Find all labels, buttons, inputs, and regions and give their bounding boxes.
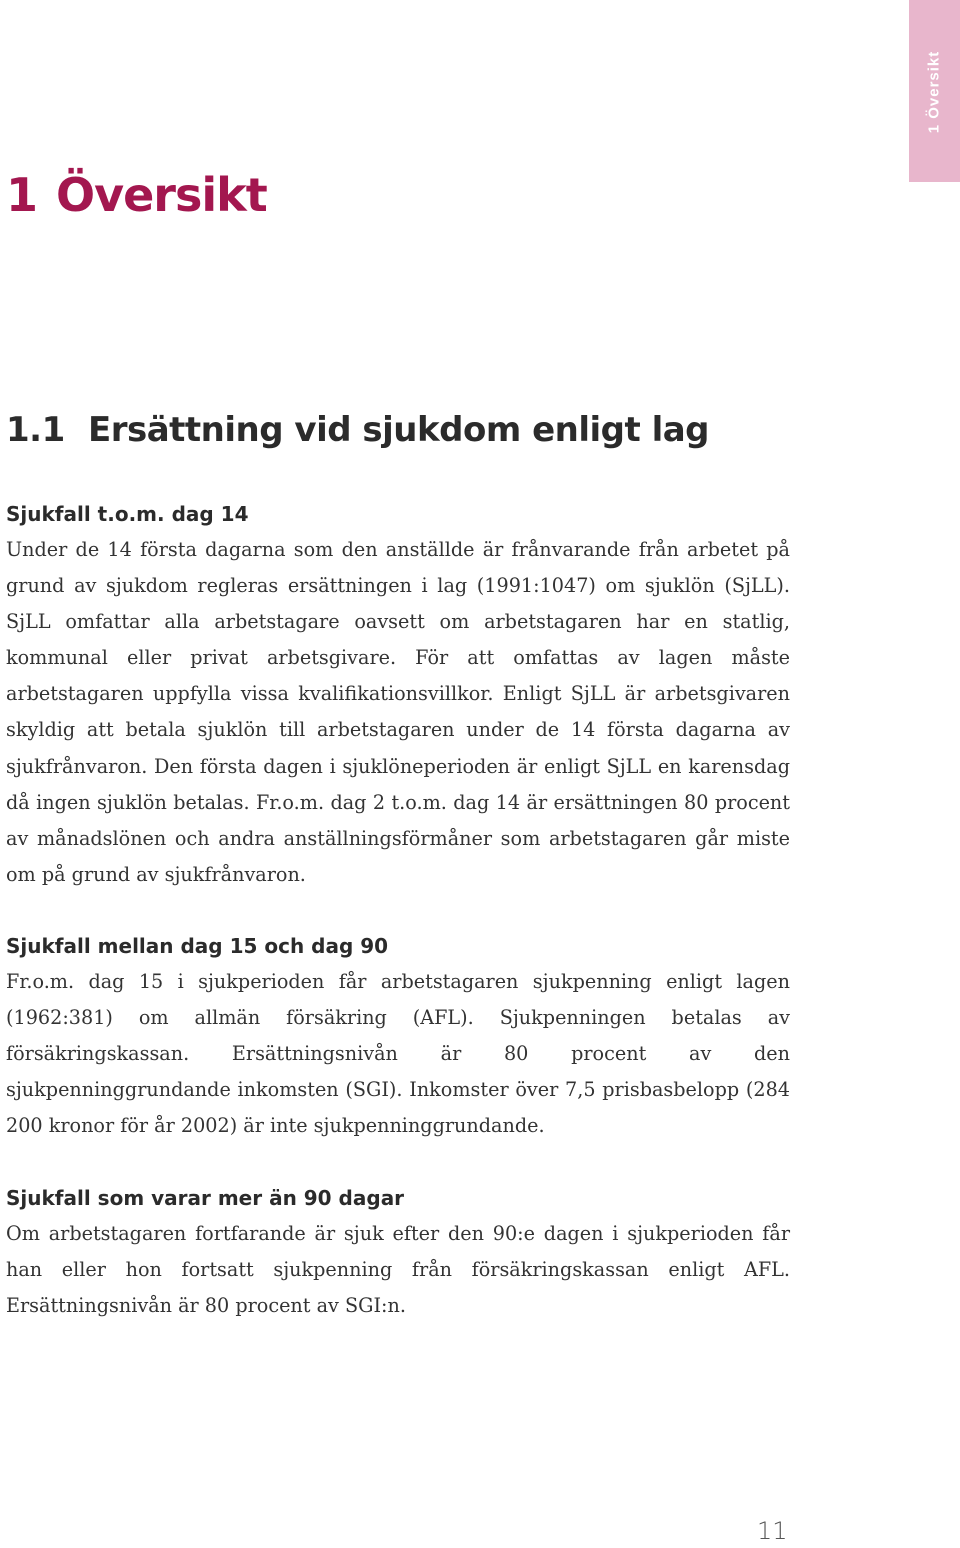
section-block-over-90-days bbox=[6, 1180, 790, 1324]
subheading: Sjukfall t.o.m. dag 14 bbox=[6, 502, 249, 526]
side-tab-label: 1 Översikt bbox=[925, 50, 943, 134]
section-title-text: Ersättning vid sjukdom enligt lag bbox=[88, 410, 710, 450]
page-number: 11 bbox=[757, 1517, 788, 1545]
section-number: 1.1 bbox=[6, 410, 65, 450]
chapter-title bbox=[6, 160, 267, 230]
body-paragraph: Under de 14 första dagarna som den anställde är frånvarande från arbetet på grund av sjukdom regleras ersättningen i lag (1991:1047) om sjuklön (SjLL). SjLL omfattar alla arbetstagare oavsett om arbetstagaren har en statlig, kommunal eller privat arbetsgivare. För att omfattas av lagen måste arbetstagaren uppfylla vissa kvalifikationsvillkor. Enligt SjLL är arbetsgivaren skyldig att betala sjuklön till arbetstagaren under de 14 första dagarna av sjukfrånvaron. Den första dagen i sjuklöneperioden är enligt SjLL en karensdag då ingen sjuklön betalas. Fr.o.m. dag 2 t.o.m. dag 14 är ersättningen 80 procent av månadslönen och andra anställningsförmåner som arbetstagaren går miste om på grund av sjukfrånvaron. bbox=[6, 538, 790, 886]
chapter-side-tab bbox=[909, 0, 960, 182]
subheading: Sjukfall som varar mer än 90 dagar bbox=[6, 1186, 405, 1210]
section-title bbox=[6, 402, 709, 458]
chapter-title-text: Översikt bbox=[56, 168, 267, 222]
section-block-days-15-90 bbox=[6, 928, 790, 1144]
body-paragraph: Om arbetstagaren fortfarande är sjuk efter den 90:e dagen i sjukperioden får han eller hon fortsatt sjukpenning från försäkringskassan enligt AFL. Ersättningsnivån är 80 procent av SGI:n. bbox=[6, 1222, 790, 1318]
chapter-number: 1 bbox=[6, 168, 38, 222]
subheading: Sjukfall mellan dag 15 och dag 90 bbox=[6, 934, 389, 958]
body-paragraph: Fr.o.m. dag 15 i sjukperioden får arbetstagaren sjukpenning enligt lagen (1962:381) om allmän försäkring (AFL). Sjukpenningen betalas av försäkringskassan. Ersättningsnivån är 80 procent av den sjukpenninggrundande inkomsten (SGI). Inkomster över 7,5 prisbasbelopp (284 200 kronor för år 2002) är inte sjukpenninggrundande. bbox=[6, 970, 790, 1138]
section-block-days-1-14 bbox=[6, 496, 790, 893]
